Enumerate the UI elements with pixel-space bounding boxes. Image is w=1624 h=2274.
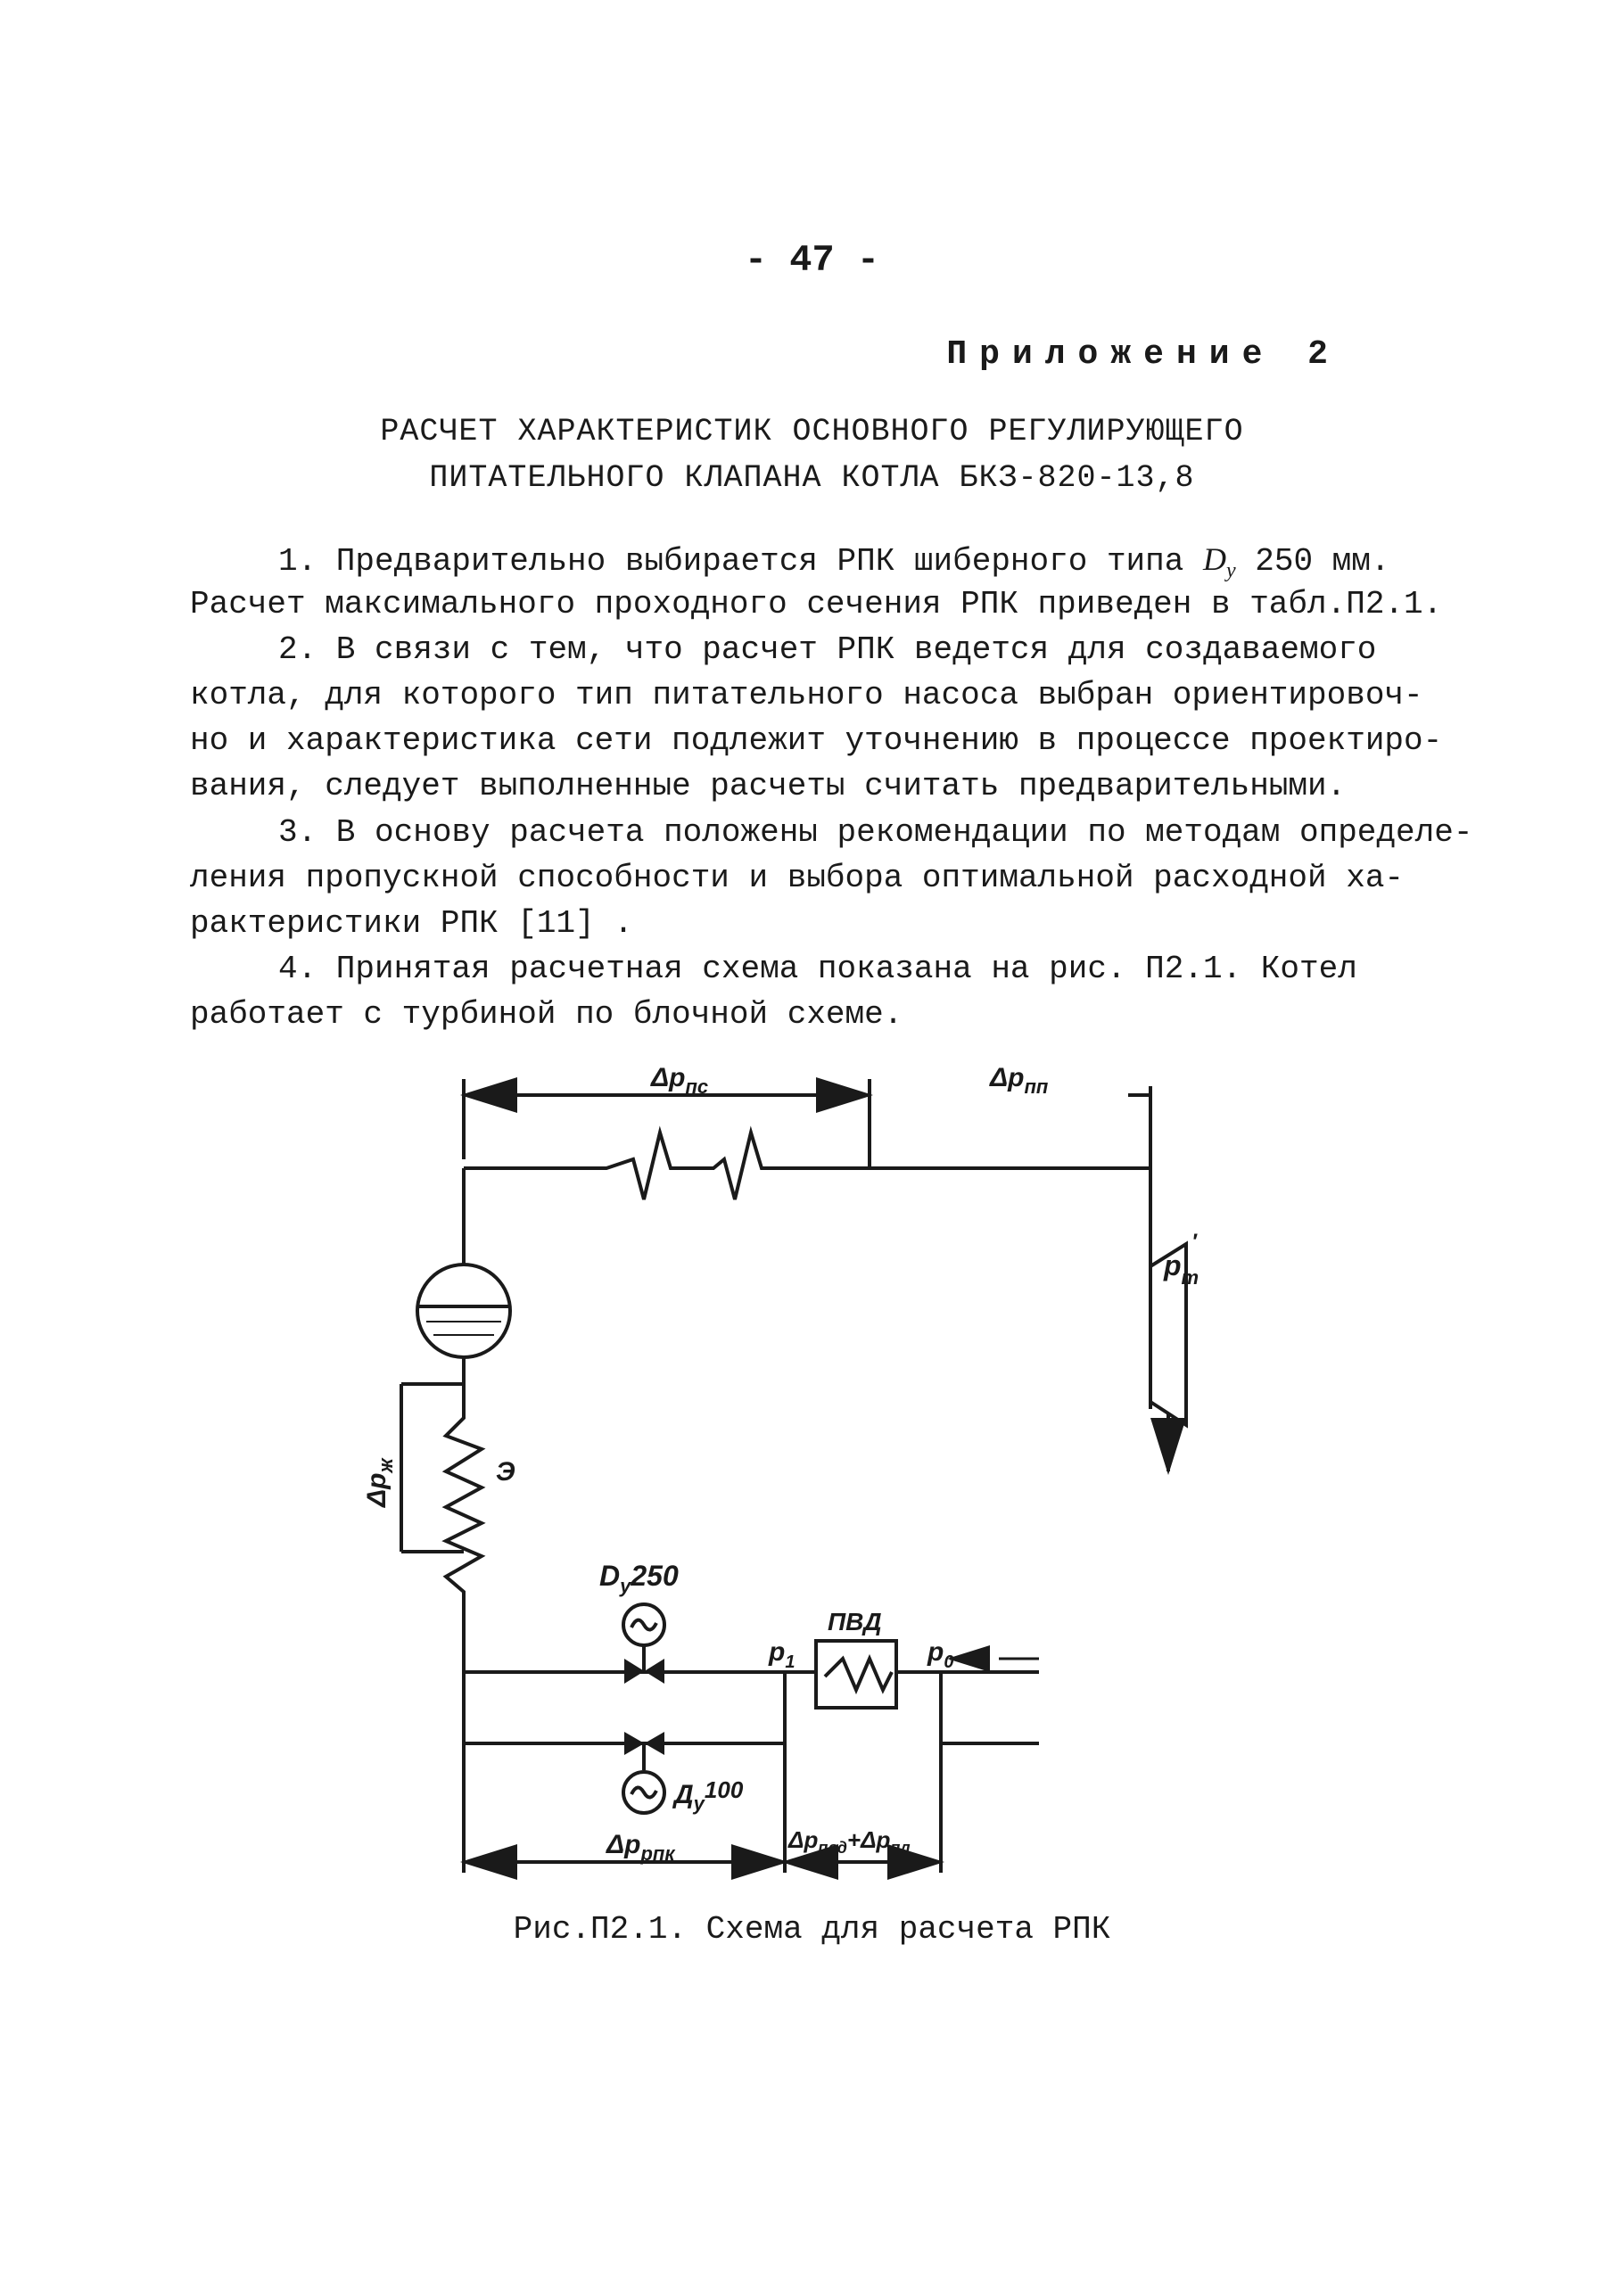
superheater-pipe — [464, 1133, 1150, 1199]
paragraph-3-line-2: ления пропускной способности и выбора оптимальной расходной ха- — [190, 860, 1405, 896]
label-dp-pp: $\Delta p_{пп}$ — [990, 1063, 1049, 1098]
paragraph-2-line-1: 2. В связи с тем, что расчет РПК ведется для создаваемого — [278, 631, 1377, 668]
paragraph-4-line-1: 4. Принятая расчетная схема показана на рис. П2.1. Котел — [278, 951, 1357, 987]
label-economizer: Э — [496, 1457, 515, 1487]
dy-symbol: $D_у$ — [1202, 541, 1236, 583]
label-dp-pvd-pl: $\Delta p_{пвд}+\Delta p_{пл}$ — [788, 1826, 911, 1857]
label-p0: $p_0$ — [927, 1637, 954, 1672]
label-dy250: $D_у250$ — [599, 1560, 679, 1597]
label-dp-rpk: $\Delta p_{рпк}$ — [606, 1830, 675, 1865]
economizer-coil — [446, 1400, 482, 1659]
document-title-line-2: ПИТАТЕЛЬНОГО КЛАПАНА КОТЛА БКЗ-820-13,8 — [429, 460, 1195, 496]
valve-dy100 — [623, 1732, 664, 1813]
label-dy100: $Д_у100$ — [674, 1776, 744, 1815]
paragraph-3-line-3: рактеристики РПК [11] . — [190, 905, 633, 942]
document-title-line-1: РАСЧЕТ ХАРАКТЕРИСТИК ОСНОВНОГО РЕГУЛИРУЮЩЕГО — [380, 414, 1244, 449]
label-p-t: $p_т'$ — [1164, 1230, 1199, 1289]
paragraph-3-line-1: 3. В основу расчета положены рекомендации по методам определе- — [278, 814, 1473, 851]
label-dp-ps: $\Delta p_{пс}$ — [651, 1063, 709, 1098]
paragraph-2-line-2: котла, для которого тип питательного насоса выбран ориентировоч- — [190, 677, 1423, 713]
p1-text-a: 1. Предварительно выбирается РПК шиберного типа — [278, 543, 1184, 580]
label-pvd: ПВД — [828, 1608, 882, 1635]
paragraph-4-line-2: работает с турбиной по блочной схеме. — [190, 996, 903, 1033]
page-number: - 47 - — [744, 239, 880, 282]
p1-text-b: 250 мм. — [1255, 543, 1390, 580]
label-dp-zh: $\Delta p_ж$ — [362, 1458, 397, 1507]
label-p1: $p_1$ — [769, 1637, 796, 1672]
drum-symbol — [417, 1265, 510, 1357]
appendix-label: Приложение 2 — [946, 335, 1340, 374]
paragraph-1-line-2: Расчет максимального проходного сечения РПК приведен в табл.П2.1. — [190, 586, 1443, 622]
paragraph-2-line-3: но и характеристика сети подлежит уточнению в процессе проектиро- — [190, 722, 1443, 759]
figure-caption: Рис.П2.1. Схема для расчета РПК — [513, 1911, 1111, 1948]
paragraph-2-line-4: вания, следует выполненные расчеты считать предварительными. — [190, 768, 1347, 804]
